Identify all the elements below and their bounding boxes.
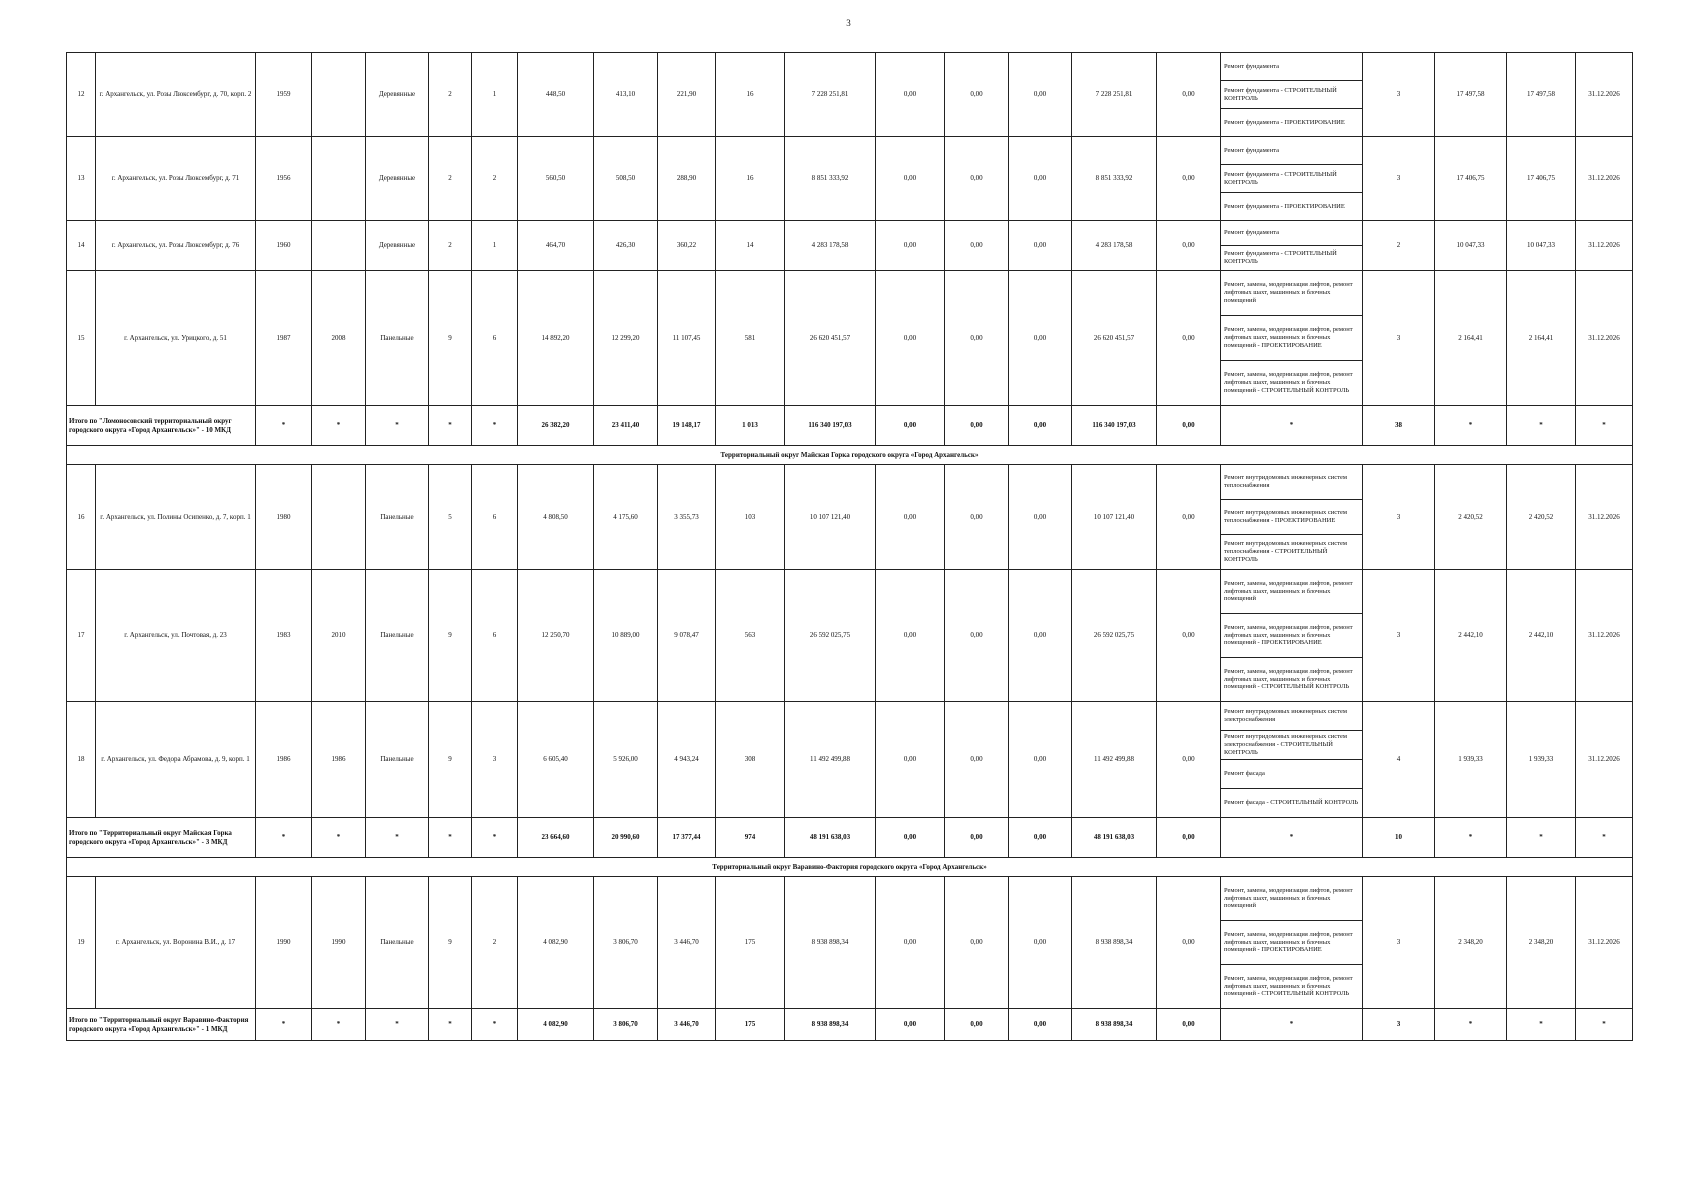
cost-other: 0,00: [1157, 877, 1221, 1009]
work-type: Ремонт, замена, модернизация лифтов, ремонт лифтовых шахт, машинных и блочных помещений: [1221, 877, 1363, 921]
deadline: 31.12.2026: [1576, 570, 1633, 702]
row-number: 19: [67, 877, 96, 1009]
cost-fund: 0,00: [876, 137, 945, 221]
work-count: 3: [1363, 137, 1435, 221]
area-total: 448,50: [518, 53, 594, 137]
cost-region: 0,00: [945, 465, 1009, 570]
area-total: 14 892,20: [518, 271, 594, 406]
cost-fund: 0,00: [876, 221, 945, 271]
table-row: [67, 137, 1633, 165]
year-reconstructed: 2010: [312, 570, 366, 702]
address: г. Архангельск, ул. Федора Абрамова, д. 9, корп. 1: [96, 702, 256, 818]
year-reconstructed: 1990: [312, 877, 366, 1009]
cost-total: 26 620 451,57: [785, 271, 876, 406]
residents: 16: [716, 53, 785, 137]
cost-fund: 0,00: [876, 570, 945, 702]
total-label: Итого по "Территориальный округ Варавино-Фактория городского округа «Город Архангельск»" - 1 МКД: [67, 1009, 256, 1041]
total-deadline: *: [1576, 406, 1633, 446]
floors: 2: [429, 221, 472, 271]
total-cost-other: 0,00: [1157, 406, 1221, 446]
total-limit-cost: *: [1507, 406, 1576, 446]
total-row: [67, 406, 1633, 446]
table-row: [67, 570, 1633, 614]
work-count: 3: [1363, 53, 1435, 137]
program-table-container: [66, 52, 1632, 1041]
work-type: Ремонт, замена, модернизация лифтов, ремонт лифтовых шахт, машинных и блочных помещений - СТРОИТЕЛЬНЫЙ КОНТРОЛЬ: [1221, 658, 1363, 702]
residents: 175: [716, 877, 785, 1009]
total-cost-fund: 0,00: [876, 1009, 945, 1041]
cost-other: 0,00: [1157, 702, 1221, 818]
total-cost-owners: 8 938 898,34: [1072, 1009, 1157, 1041]
cost-fund: 0,00: [876, 465, 945, 570]
cost-owners: 26 620 451,57: [1072, 271, 1157, 406]
row-number: 14: [67, 221, 96, 271]
work-type: Ремонт, замена, модернизация лифтов, ремонт лифтовых шахт, машинных и блочных помещений - ПРОЕКТИРОВАНИЕ: [1221, 921, 1363, 965]
year-reconstructed: [312, 465, 366, 570]
deadline: 31.12.2026: [1576, 271, 1633, 406]
cost-other: 0,00: [1157, 271, 1221, 406]
cost-total: 8 938 898,34: [785, 877, 876, 1009]
total-residents: 175: [716, 1009, 785, 1041]
area-rooms: 12 299,20: [594, 271, 658, 406]
wall-material: Панельные: [366, 570, 429, 702]
cost-total: 10 107 121,40: [785, 465, 876, 570]
year-built: 1990: [256, 877, 312, 1009]
total-row: [67, 818, 1633, 858]
work-type: Ремонт фундамента - ПРОЕКТИРОВАНИЕ: [1221, 109, 1363, 137]
area-rooms: 4 175,60: [594, 465, 658, 570]
address: г. Архангельск, ул. Урицкого, д. 51: [96, 271, 256, 406]
entrances: 1: [472, 53, 518, 137]
work-type: Ремонт фундамента: [1221, 53, 1363, 81]
address: г. Архангельск, ул. Розы Люксембург, д. 76: [96, 221, 256, 271]
wall-material: Деревянные: [366, 221, 429, 271]
cost-total: 4 283 178,58: [785, 221, 876, 271]
work-count: 3: [1363, 465, 1435, 570]
total-placeholder: *: [429, 1009, 472, 1041]
year-built: 1983: [256, 570, 312, 702]
deadline: 31.12.2026: [1576, 221, 1633, 271]
work-count: 2: [1363, 221, 1435, 271]
cost-owners: 26 592 025,75: [1072, 570, 1157, 702]
deadline: 31.12.2026: [1576, 702, 1633, 818]
unit-cost: 2 442,10: [1435, 570, 1507, 702]
total-work-count: 38: [1363, 406, 1435, 446]
address: г. Архангельск, ул. Полины Осипенко, д. 7, корп. 1: [96, 465, 256, 570]
year-built: 1960: [256, 221, 312, 271]
year-reconstructed: 2008: [312, 271, 366, 406]
total-label: Итого по "Территориальный округ Майская Горка городского округа «Город Архангельск»" - 3 МКД: [67, 818, 256, 858]
total-area-residential: 19 148,17: [658, 406, 716, 446]
entrances: 6: [472, 271, 518, 406]
area-residential: 288,90: [658, 137, 716, 221]
year-built: 1959: [256, 53, 312, 137]
year-reconstructed: [312, 53, 366, 137]
work-type: Ремонт фундамента - СТРОИТЕЛЬНЫЙ КОНТРОЛЬ: [1221, 81, 1363, 109]
total-area-rooms: 23 411,40: [594, 406, 658, 446]
cost-fund: 0,00: [876, 271, 945, 406]
total-cost-other: 0,00: [1157, 818, 1221, 858]
cost-municipal: 0,00: [1009, 465, 1072, 570]
program-table: [66, 52, 1633, 1041]
cost-municipal: 0,00: [1009, 271, 1072, 406]
cost-region: 0,00: [945, 53, 1009, 137]
year-built: 1986: [256, 702, 312, 818]
cost-total: 7 228 251,81: [785, 53, 876, 137]
cost-municipal: 0,00: [1009, 53, 1072, 137]
cost-municipal: 0,00: [1009, 877, 1072, 1009]
wall-material: Панельные: [366, 271, 429, 406]
cost-other: 0,00: [1157, 53, 1221, 137]
deadline: 31.12.2026: [1576, 53, 1633, 137]
total-placeholder: *: [429, 818, 472, 858]
work-type: Ремонт, замена, модернизация лифтов, ремонт лифтовых шахт, машинных и блочных помещений - ПРОЕКТИРОВАНИЕ: [1221, 316, 1363, 361]
work-type: Ремонт, замена, модернизация лифтов, ремонт лифтовых шахт, машинных и блочных помещений - СТРОИТЕЛЬНЫЙ КОНТРОЛЬ: [1221, 965, 1363, 1009]
area-rooms: 508,50: [594, 137, 658, 221]
total-placeholder: *: [472, 818, 518, 858]
residents: 16: [716, 137, 785, 221]
work-type: Ремонт фасада: [1221, 760, 1363, 789]
floors: 2: [429, 137, 472, 221]
entrances: 2: [472, 137, 518, 221]
total-cost-fund: 0,00: [876, 406, 945, 446]
total-area-residential: 17 377,44: [658, 818, 716, 858]
total-placeholder: *: [312, 1009, 366, 1041]
total-cost-region: 0,00: [945, 818, 1009, 858]
unit-cost: 1 939,33: [1435, 702, 1507, 818]
address: г. Архангельск, ул. Воронина В.И., д. 17: [96, 877, 256, 1009]
work-count: 3: [1363, 877, 1435, 1009]
floors: 9: [429, 877, 472, 1009]
total-works: *: [1221, 818, 1363, 858]
cost-total: 26 592 025,75: [785, 570, 876, 702]
row-number: 13: [67, 137, 96, 221]
cost-fund: 0,00: [876, 877, 945, 1009]
work-type: Ремонт внутридомовых инженерных систем теплоснабжения: [1221, 465, 1363, 500]
total-cost-municipal: 0,00: [1009, 1009, 1072, 1041]
total-placeholder: *: [429, 406, 472, 446]
area-rooms: 10 889,00: [594, 570, 658, 702]
table-row: [67, 221, 1633, 246]
total-placeholder: *: [312, 406, 366, 446]
total-residents: 974: [716, 818, 785, 858]
table-row: [67, 53, 1633, 81]
work-type: Ремонт внутридомовых инженерных систем теплоснабжения - СТРОИТЕЛЬНЫЙ КОНТРОЛЬ: [1221, 535, 1363, 570]
limit-cost: 2 348,20: [1507, 877, 1576, 1009]
limit-cost: 10 047,33: [1507, 221, 1576, 271]
floors: 9: [429, 702, 472, 818]
cost-municipal: 0,00: [1009, 702, 1072, 818]
limit-cost: 1 939,33: [1507, 702, 1576, 818]
area-residential: 360,22: [658, 221, 716, 271]
cost-fund: 0,00: [876, 53, 945, 137]
total-cost-total: 116 340 197,03: [785, 406, 876, 446]
total-area-rooms: 3 806,70: [594, 1009, 658, 1041]
total-cost-municipal: 0,00: [1009, 818, 1072, 858]
total-deadline: *: [1576, 818, 1633, 858]
total-cost-fund: 0,00: [876, 818, 945, 858]
entrances: 6: [472, 570, 518, 702]
work-type: Ремонт внутридомовых инженерных систем электроснабжения - СТРОИТЕЛЬНЫЙ КОНТРОЛЬ: [1221, 731, 1363, 760]
cost-owners: 4 283 178,58: [1072, 221, 1157, 271]
cost-other: 0,00: [1157, 137, 1221, 221]
table-row: [67, 702, 1633, 731]
residents: 14: [716, 221, 785, 271]
unit-cost: 2 348,20: [1435, 877, 1507, 1009]
wall-material: Панельные: [366, 465, 429, 570]
cost-municipal: 0,00: [1009, 221, 1072, 271]
table-row: [67, 465, 1633, 500]
floors: 5: [429, 465, 472, 570]
total-placeholder: *: [366, 818, 429, 858]
cost-region: 0,00: [945, 877, 1009, 1009]
page-number: 3: [846, 18, 851, 28]
total-work-count: 3: [1363, 1009, 1435, 1041]
table-row: [67, 877, 1633, 921]
total-deadline: *: [1576, 1009, 1633, 1041]
section-header-row: [67, 446, 1633, 465]
wall-material: Панельные: [366, 877, 429, 1009]
total-unit-cost: *: [1435, 1009, 1507, 1041]
cost-other: 0,00: [1157, 570, 1221, 702]
deadline: 31.12.2026: [1576, 877, 1633, 1009]
wall-material: Деревянные: [366, 53, 429, 137]
residents: 581: [716, 271, 785, 406]
unit-cost: 17 406,75: [1435, 137, 1507, 221]
total-cost-region: 0,00: [945, 1009, 1009, 1041]
total-works: *: [1221, 1009, 1363, 1041]
limit-cost: 2 164,41: [1507, 271, 1576, 406]
limit-cost: 2 420,52: [1507, 465, 1576, 570]
area-residential: 3 355,73: [658, 465, 716, 570]
total-limit-cost: *: [1507, 1009, 1576, 1041]
total-placeholder: *: [256, 406, 312, 446]
table-row: [67, 271, 1633, 316]
work-type: Ремонт внутридомовых инженерных систем теплоснабжения - ПРОЕКТИРОВАНИЕ: [1221, 500, 1363, 535]
total-work-count: 10: [1363, 818, 1435, 858]
area-rooms: 426,30: [594, 221, 658, 271]
section-header-row: [67, 858, 1633, 877]
row-number: 18: [67, 702, 96, 818]
area-residential: 11 107,45: [658, 271, 716, 406]
deadline: 31.12.2026: [1576, 137, 1633, 221]
total-label: Итого по "Ломоносовский территориальный округ городского округа «Город Архангельск»" - 10 МКД: [67, 406, 256, 446]
row-number: 12: [67, 53, 96, 137]
total-placeholder: *: [366, 1009, 429, 1041]
work-count: 3: [1363, 271, 1435, 406]
area-total: 464,70: [518, 221, 594, 271]
work-type: Ремонт фасада - СТРОИТЕЛЬНЫЙ КОНТРОЛЬ: [1221, 789, 1363, 818]
cost-owners: 10 107 121,40: [1072, 465, 1157, 570]
work-type: Ремонт фундамента: [1221, 221, 1363, 246]
work-type: Ремонт, замена, модернизация лифтов, ремонт лифтовых шахт, машинных и блочных помещений - ПРОЕКТИРОВАНИЕ: [1221, 614, 1363, 658]
total-placeholder: *: [256, 818, 312, 858]
year-built: 1987: [256, 271, 312, 406]
total-placeholder: *: [472, 1009, 518, 1041]
residents: 308: [716, 702, 785, 818]
area-residential: 4 943,24: [658, 702, 716, 818]
work-count: 4: [1363, 702, 1435, 818]
total-area-rooms: 20 990,60: [594, 818, 658, 858]
section-title: Территориальный округ Майская Горка городского округа «Город Архангельск»: [67, 446, 1633, 465]
total-placeholder: *: [366, 406, 429, 446]
row-number: 15: [67, 271, 96, 406]
cost-region: 0,00: [945, 221, 1009, 271]
year-reconstructed: [312, 221, 366, 271]
entrances: 2: [472, 877, 518, 1009]
unit-cost: 2 420,52: [1435, 465, 1507, 570]
address: г. Архангельск, ул. Почтовая, д. 23: [96, 570, 256, 702]
total-cost-total: 48 191 638,03: [785, 818, 876, 858]
floors: 9: [429, 570, 472, 702]
cost-municipal: 0,00: [1009, 137, 1072, 221]
limit-cost: 17 497,58: [1507, 53, 1576, 137]
total-unit-cost: *: [1435, 818, 1507, 858]
cost-region: 0,00: [945, 702, 1009, 818]
section-title: Территориальный округ Варавино-Фактория городского округа «Город Архангельск»: [67, 858, 1633, 877]
area-rooms: 413,10: [594, 53, 658, 137]
area-residential: 9 078,47: [658, 570, 716, 702]
area-rooms: 3 806,70: [594, 877, 658, 1009]
total-area-total: 4 082,90: [518, 1009, 594, 1041]
entrances: 1: [472, 221, 518, 271]
work-type: Ремонт внутридомовых инженерных систем электроснабжения: [1221, 702, 1363, 731]
total-placeholder: *: [312, 818, 366, 858]
cost-owners: 11 492 499,88: [1072, 702, 1157, 818]
entrances: 6: [472, 465, 518, 570]
cost-owners: 8 938 898,34: [1072, 877, 1157, 1009]
total-row: [67, 1009, 1633, 1041]
cost-total: 11 492 499,88: [785, 702, 876, 818]
address: г. Архангельск, ул. Розы Люксембург, д. 70, корп. 2: [96, 53, 256, 137]
total-cost-municipal: 0,00: [1009, 406, 1072, 446]
area-total: 4 082,90: [518, 877, 594, 1009]
cost-owners: 8 851 333,92: [1072, 137, 1157, 221]
deadline: 31.12.2026: [1576, 465, 1633, 570]
year-reconstructed: [312, 137, 366, 221]
row-number: 17: [67, 570, 96, 702]
address: г. Архангельск, ул. Розы Люксембург, д. 71: [96, 137, 256, 221]
total-cost-other: 0,00: [1157, 1009, 1221, 1041]
cost-municipal: 0,00: [1009, 570, 1072, 702]
total-works: *: [1221, 406, 1363, 446]
cost-fund: 0,00: [876, 702, 945, 818]
year-reconstructed: 1986: [312, 702, 366, 818]
total-area-total: 23 664,60: [518, 818, 594, 858]
residents: 103: [716, 465, 785, 570]
unit-cost: 2 164,41: [1435, 271, 1507, 406]
table-body: [67, 53, 1633, 1041]
limit-cost: 2 442,10: [1507, 570, 1576, 702]
total-cost-region: 0,00: [945, 406, 1009, 446]
residents: 563: [716, 570, 785, 702]
year-built: 1956: [256, 137, 312, 221]
area-total: 12 250,70: [518, 570, 594, 702]
row-number: 16: [67, 465, 96, 570]
unit-cost: 17 497,58: [1435, 53, 1507, 137]
total-area-residential: 3 446,70: [658, 1009, 716, 1041]
total-cost-owners: 116 340 197,03: [1072, 406, 1157, 446]
cost-region: 0,00: [945, 137, 1009, 221]
limit-cost: 17 406,75: [1507, 137, 1576, 221]
cost-total: 8 851 333,92: [785, 137, 876, 221]
total-residents: 1 013: [716, 406, 785, 446]
wall-material: Панельные: [366, 702, 429, 818]
floors: 2: [429, 53, 472, 137]
work-type: Ремонт, замена, модернизация лифтов, ремонт лифтовых шахт, машинных и блочных помещений: [1221, 570, 1363, 614]
entrances: 3: [472, 702, 518, 818]
cost-region: 0,00: [945, 271, 1009, 406]
work-type: Ремонт фундамента: [1221, 137, 1363, 165]
work-type: Ремонт, замена, модернизация лифтов, ремонт лифтовых шахт, машинных и блочных помещений: [1221, 271, 1363, 316]
area-residential: 221,90: [658, 53, 716, 137]
total-placeholder: *: [472, 406, 518, 446]
work-type: Ремонт фундамента - СТРОИТЕЛЬНЫЙ КОНТРОЛЬ: [1221, 165, 1363, 193]
year-built: 1980: [256, 465, 312, 570]
total-area-total: 26 382,20: [518, 406, 594, 446]
wall-material: Деревянные: [366, 137, 429, 221]
work-count: 3: [1363, 570, 1435, 702]
cost-other: 0,00: [1157, 465, 1221, 570]
cost-other: 0,00: [1157, 221, 1221, 271]
area-total: 4 808,50: [518, 465, 594, 570]
cost-region: 0,00: [945, 570, 1009, 702]
work-type: Ремонт фундамента - СТРОИТЕЛЬНЫЙ КОНТРОЛЬ: [1221, 246, 1363, 271]
total-cost-owners: 48 191 638,03: [1072, 818, 1157, 858]
work-type: Ремонт фундамента - ПРОЕКТИРОВАНИЕ: [1221, 193, 1363, 221]
area-total: 560,50: [518, 137, 594, 221]
total-limit-cost: *: [1507, 818, 1576, 858]
area-residential: 3 446,70: [658, 877, 716, 1009]
area-total: 6 605,40: [518, 702, 594, 818]
unit-cost: 10 047,33: [1435, 221, 1507, 271]
total-cost-total: 8 938 898,34: [785, 1009, 876, 1041]
total-placeholder: *: [256, 1009, 312, 1041]
cost-owners: 7 228 251,81: [1072, 53, 1157, 137]
work-type: Ремонт, замена, модернизация лифтов, ремонт лифтовых шахт, машинных и блочных помещений - СТРОИТЕЛЬНЫЙ КОНТРОЛЬ: [1221, 361, 1363, 406]
area-rooms: 5 926,00: [594, 702, 658, 818]
total-unit-cost: *: [1435, 406, 1507, 446]
floors: 9: [429, 271, 472, 406]
